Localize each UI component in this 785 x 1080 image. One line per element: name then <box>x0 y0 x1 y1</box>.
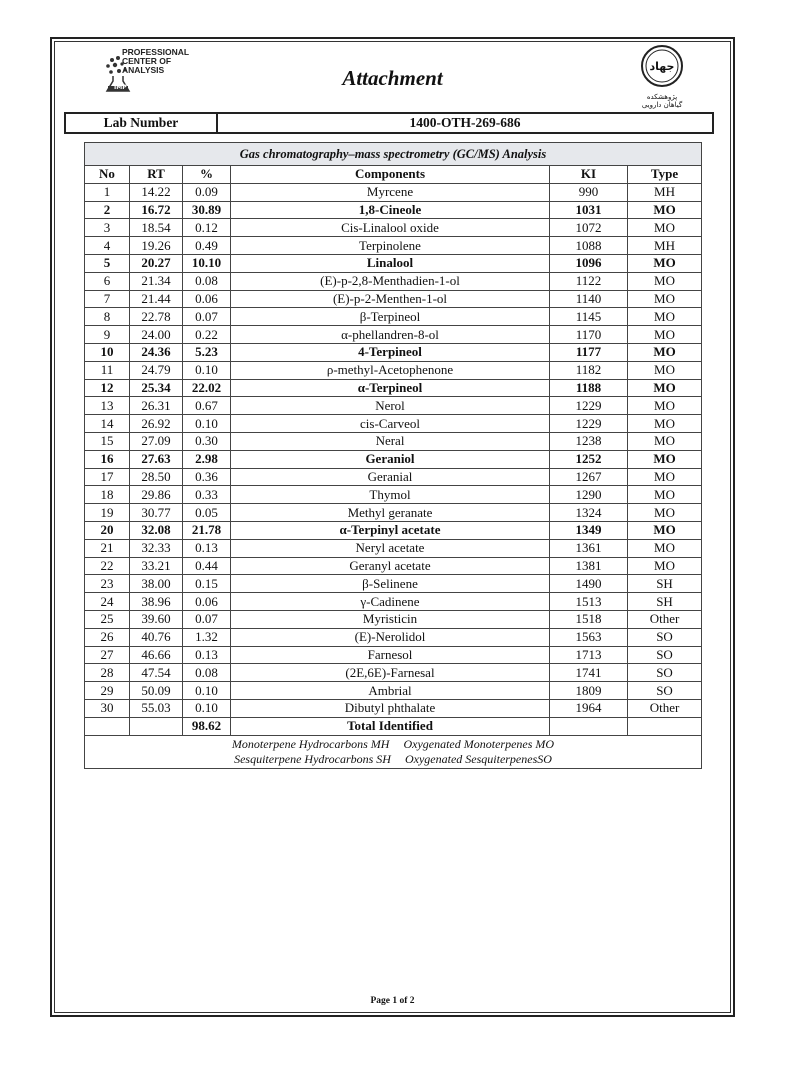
cell-ki: 1713 <box>550 646 628 664</box>
cell-type: MO <box>628 219 702 237</box>
cell-rt: 16.72 <box>130 201 183 219</box>
lab-number-row <box>64 112 714 134</box>
cell-percent: 0.44 <box>183 557 231 575</box>
cell-percent: 0.10 <box>183 699 231 717</box>
cell-component: Neryl acetate <box>231 539 550 557</box>
cell-ki: 1252 <box>550 450 628 468</box>
col-header-percent: % <box>183 166 231 184</box>
cell-no: 2 <box>85 201 130 219</box>
cell-rt: 27.09 <box>130 432 183 450</box>
cell-type: MO <box>628 504 702 522</box>
cell-no: 25 <box>85 610 130 628</box>
table-row <box>85 468 702 486</box>
table-row <box>85 415 702 433</box>
cell-component: Nerol <box>231 397 550 415</box>
cell-type: MO <box>628 557 702 575</box>
cell-rt: 38.96 <box>130 593 183 611</box>
table-row <box>85 379 702 397</box>
cell-percent: 0.67 <box>183 397 231 415</box>
cell-ki: 1349 <box>550 521 628 539</box>
cell-percent: 0.10 <box>183 361 231 379</box>
cell-percent: 0.05 <box>183 504 231 522</box>
cell-component: Cis-Linalool oxide <box>231 219 550 237</box>
logo-sub2: گیاهان دارویی <box>641 101 683 109</box>
table-caption: Gas chromatography–mass spectrometry (GC/MS) Analysis <box>85 143 702 166</box>
cell-rt: 40.76 <box>130 628 183 646</box>
table-row <box>85 361 702 379</box>
cell-percent: 10.10 <box>183 254 231 272</box>
table-row <box>85 557 702 575</box>
cell-ki: 1513 <box>550 593 628 611</box>
cell-type: SO <box>628 682 702 700</box>
cell-rt: 50.09 <box>130 682 183 700</box>
cell-no: 10 <box>85 343 130 361</box>
cell-ki: 1145 <box>550 308 628 326</box>
cell-ki: 1177 <box>550 343 628 361</box>
legend-mh: Monoterpene Hydrocarbons MH <box>231 736 390 751</box>
cell-no: 17 <box>85 468 130 486</box>
cell-rt: 47.54 <box>130 664 183 682</box>
page-title: Attachment <box>342 66 443 90</box>
cell-component: Linalool <box>231 254 550 272</box>
cell-type: MO <box>628 361 702 379</box>
legend-mo: Oxygenated Monoterpenes MO <box>403 736 555 751</box>
col-header-ki: KI <box>550 166 628 184</box>
cell-ki: 1361 <box>550 539 628 557</box>
page-number: Page 1 of 2 <box>370 996 415 1006</box>
cell-no: 16 <box>85 450 130 468</box>
cell-percent: 0.13 <box>183 539 231 557</box>
cell-percent: 0.06 <box>183 593 231 611</box>
cell-no: 12 <box>85 379 130 397</box>
table-row <box>85 272 702 290</box>
cell-type: MO <box>628 343 702 361</box>
table-row <box>85 450 702 468</box>
cell-ki: 1188 <box>550 379 628 397</box>
seal-text: جهاد <box>649 60 675 73</box>
cell-percent: 2.98 <box>183 450 231 468</box>
cell-percent: 0.36 <box>183 468 231 486</box>
table-row <box>85 219 702 237</box>
cell-component: Thymol <box>231 486 550 504</box>
cell-rt: 29.86 <box>130 486 183 504</box>
cell-percent: 0.08 <box>183 272 231 290</box>
cell-type: MO <box>628 468 702 486</box>
cell-type: MO <box>628 521 702 539</box>
org-line3: ANALYSIS <box>122 65 165 75</box>
cell-no: 11 <box>85 361 130 379</box>
cell-ki: 1964 <box>550 699 628 717</box>
cell-percent: 0.13 <box>183 646 231 664</box>
cell-percent: 5.23 <box>183 343 231 361</box>
cell-component: 1,8-Cineole <box>231 201 550 219</box>
cell-rt: 18.54 <box>130 219 183 237</box>
cell-rt: 24.79 <box>130 361 183 379</box>
cell-ki: 1490 <box>550 575 628 593</box>
table-row <box>85 610 702 628</box>
table-row <box>85 183 702 201</box>
cell-rt: 32.33 <box>130 539 183 557</box>
cell-type: MO <box>628 272 702 290</box>
cell-no: 3 <box>85 219 130 237</box>
logo-sub1: پژوهشکده <box>646 93 678 101</box>
table-row <box>85 432 702 450</box>
cell-type: MO <box>628 254 702 272</box>
cell-no: 13 <box>85 397 130 415</box>
table-header-row <box>85 166 702 184</box>
seal-icon <box>640 44 684 88</box>
cell-no: 1 <box>85 183 130 201</box>
cell-no: 7 <box>85 290 130 308</box>
cell-ki: 1267 <box>550 468 628 486</box>
cell-no: 26 <box>85 628 130 646</box>
cell-type: MO <box>628 308 702 326</box>
cell-ki: 1182 <box>550 361 628 379</box>
cell-component: α-Terpinyl acetate <box>231 521 550 539</box>
cell-ki: 1229 <box>550 397 628 415</box>
cell-rt: 24.00 <box>130 326 183 344</box>
cell-no: 5 <box>85 254 130 272</box>
cell-rt: 20.27 <box>130 254 183 272</box>
table-row <box>85 682 702 700</box>
cell-type: MH <box>628 183 702 201</box>
cell-ki: 1518 <box>550 610 628 628</box>
cell-type: MO <box>628 326 702 344</box>
cell-component: Farnesol <box>231 646 550 664</box>
cell-percent: 0.09 <box>183 183 231 201</box>
cell-no: 28 <box>85 664 130 682</box>
cell-no: 20 <box>85 521 130 539</box>
table-row <box>85 504 702 522</box>
table-row <box>85 308 702 326</box>
cell-no: 8 <box>85 308 130 326</box>
cell-ki: 1809 <box>550 682 628 700</box>
cell-percent: 21.78 <box>183 521 231 539</box>
cell-type: Other <box>628 699 702 717</box>
cell-ki: 1088 <box>550 237 628 255</box>
cell-type: MO <box>628 486 702 504</box>
cell-no: 21 <box>85 539 130 557</box>
cell-component: α-Terpineol <box>231 379 550 397</box>
cell-percent: 0.22 <box>183 326 231 344</box>
cell-rt: 33.21 <box>130 557 183 575</box>
cell-no: 9 <box>85 326 130 344</box>
cell-rt: 39.60 <box>130 610 183 628</box>
cell-type: MO <box>628 450 702 468</box>
cell-type: SO <box>628 646 702 664</box>
cell-component: Myristicin <box>231 610 550 628</box>
cell-component: Myrcene <box>231 183 550 201</box>
cell-type: MH <box>628 237 702 255</box>
cell-component: γ-Cadinene <box>231 593 550 611</box>
col-header-components: Components <box>231 166 550 184</box>
table-row <box>85 521 702 539</box>
cell-ki: 1170 <box>550 326 628 344</box>
cell-ki: 1229 <box>550 415 628 433</box>
cell-ki: 1122 <box>550 272 628 290</box>
table-row <box>85 539 702 557</box>
cell-type: SO <box>628 664 702 682</box>
cell-percent: 0.07 <box>183 610 231 628</box>
cell-ki: 1381 <box>550 557 628 575</box>
cell-type: MO <box>628 415 702 433</box>
cell-no: 14 <box>85 415 130 433</box>
cell-rt: 55.03 <box>130 699 183 717</box>
cell-type: SH <box>628 593 702 611</box>
cell-component: Neral <box>231 432 550 450</box>
table-row <box>85 575 702 593</box>
cell-type: Other <box>628 610 702 628</box>
cell-type: MO <box>628 397 702 415</box>
table-row <box>85 593 702 611</box>
cell-no: 19 <box>85 504 130 522</box>
cell-rt: 30.77 <box>130 504 183 522</box>
cell-type: SO <box>628 628 702 646</box>
org-line2: CENTER OF <box>122 56 172 66</box>
jahad-logo <box>636 44 688 108</box>
cell-component: Geranyl acetate <box>231 557 550 575</box>
cell-rt: 26.92 <box>130 415 183 433</box>
cell-component: Geraniol <box>231 450 550 468</box>
cell-component: Methyl geranate <box>231 504 550 522</box>
cell-percent: 0.10 <box>183 415 231 433</box>
table-row <box>85 290 702 308</box>
cell-type: MO <box>628 201 702 219</box>
cell-ki: 1741 <box>550 664 628 682</box>
cell-type: MO <box>628 432 702 450</box>
cell-type: MO <box>628 539 702 557</box>
table-row <box>85 343 702 361</box>
cell-no: 27 <box>85 646 130 664</box>
cell-rt: 38.00 <box>130 575 183 593</box>
cell-rt: 27.63 <box>130 450 183 468</box>
cell-no: 4 <box>85 237 130 255</box>
cell-ki: 1031 <box>550 201 628 219</box>
cell-rt: 19.26 <box>130 237 183 255</box>
cell-ki: 1324 <box>550 504 628 522</box>
cell-no: 30 <box>85 699 130 717</box>
cell-rt: 28.50 <box>130 468 183 486</box>
cell-no: 29 <box>85 682 130 700</box>
table-row <box>85 254 702 272</box>
cell-component: (E)-p-2-Menthen-1-ol <box>231 290 550 308</box>
table-row <box>85 326 702 344</box>
cell-ki: 1563 <box>550 628 628 646</box>
org-badge: IMP <box>114 84 127 91</box>
table-row <box>85 237 702 255</box>
gcms-table-wrapper <box>84 142 701 769</box>
cell-type: MO <box>628 379 702 397</box>
legend-sh: Sesquiterpene Hydrocarbons SH <box>234 751 391 766</box>
cell-component: cis-Carveol <box>231 415 550 433</box>
cell-percent: 0.49 <box>183 237 231 255</box>
cell-no: 6 <box>85 272 130 290</box>
cell-percent: 0.06 <box>183 290 231 308</box>
cell-component: α-phellandren-8-ol <box>231 326 550 344</box>
col-header-rt: RT <box>130 166 183 184</box>
cell-ki: 1140 <box>550 290 628 308</box>
cell-percent: 0.12 <box>183 219 231 237</box>
cell-type: SH <box>628 575 702 593</box>
cell-no: 18 <box>85 486 130 504</box>
gcms-table <box>84 142 702 769</box>
cell-ki: 1290 <box>550 486 628 504</box>
cell-percent: 0.33 <box>183 486 231 504</box>
cell-no: 24 <box>85 593 130 611</box>
cell-percent: 0.07 <box>183 308 231 326</box>
cell-rt: 21.34 <box>130 272 183 290</box>
cell-rt: 46.66 <box>130 646 183 664</box>
cell-no: 15 <box>85 432 130 450</box>
cell-ki: 1096 <box>550 254 628 272</box>
cell-ki: 990 <box>550 183 628 201</box>
cell-component: Dibutyl phthalate <box>231 699 550 717</box>
cell-component: Terpinolene <box>231 237 550 255</box>
cell-rt: 32.08 <box>130 521 183 539</box>
cell-percent: 0.10 <box>183 682 231 700</box>
cell-rt: 14.22 <box>130 183 183 201</box>
lab-number-value: 1400-OTH-269-686 <box>409 115 521 130</box>
lab-number-label: Lab Number <box>66 114 218 132</box>
cell-type: MO <box>628 290 702 308</box>
col-header-type: Type <box>628 166 702 184</box>
table-row <box>85 486 702 504</box>
cell-ki: 1072 <box>550 219 628 237</box>
cell-component: (2E,6E)-Farnesal <box>231 664 550 682</box>
cell-percent: 1.32 <box>183 628 231 646</box>
cell-rt: 21.44 <box>130 290 183 308</box>
total-row <box>85 717 702 735</box>
table-row <box>85 628 702 646</box>
cell-component: ρ-methyl-Acetophenone <box>231 361 550 379</box>
cell-component: 4-Terpineol <box>231 343 550 361</box>
table-row <box>85 699 702 717</box>
table-row <box>85 646 702 664</box>
cell-percent: 0.15 <box>183 575 231 593</box>
org-line1: PROFESSIONAL <box>122 47 190 57</box>
cell-component: Ambrial <box>231 682 550 700</box>
cell-rt: 24.36 <box>130 343 183 361</box>
total-percent: 98.62 <box>183 717 231 735</box>
cell-component: Geranial <box>231 468 550 486</box>
cell-no: 23 <box>85 575 130 593</box>
cell-percent: 22.02 <box>183 379 231 397</box>
col-header-no: No <box>85 166 130 184</box>
cell-percent: 30.89 <box>183 201 231 219</box>
legend-row <box>85 735 702 768</box>
cell-rt: 22.78 <box>130 308 183 326</box>
cell-percent: 0.08 <box>183 664 231 682</box>
table-row <box>85 397 702 415</box>
table-row <box>85 201 702 219</box>
cell-component: β-Terpineol <box>231 308 550 326</box>
cell-component: (E)-p-2,8-Menthadien-1-ol <box>231 272 550 290</box>
cell-percent: 0.30 <box>183 432 231 450</box>
cell-component: β-Selinene <box>231 575 550 593</box>
total-label: Total Identified <box>231 717 550 735</box>
cell-rt: 26.31 <box>130 397 183 415</box>
cell-component: (E)-Nerolidol <box>231 628 550 646</box>
cell-rt: 25.34 <box>130 379 183 397</box>
cell-ki: 1238 <box>550 432 628 450</box>
table-row <box>85 664 702 682</box>
cell-no: 22 <box>85 557 130 575</box>
legend-so: Oxygenated SesquiterpenesSO <box>404 751 552 766</box>
